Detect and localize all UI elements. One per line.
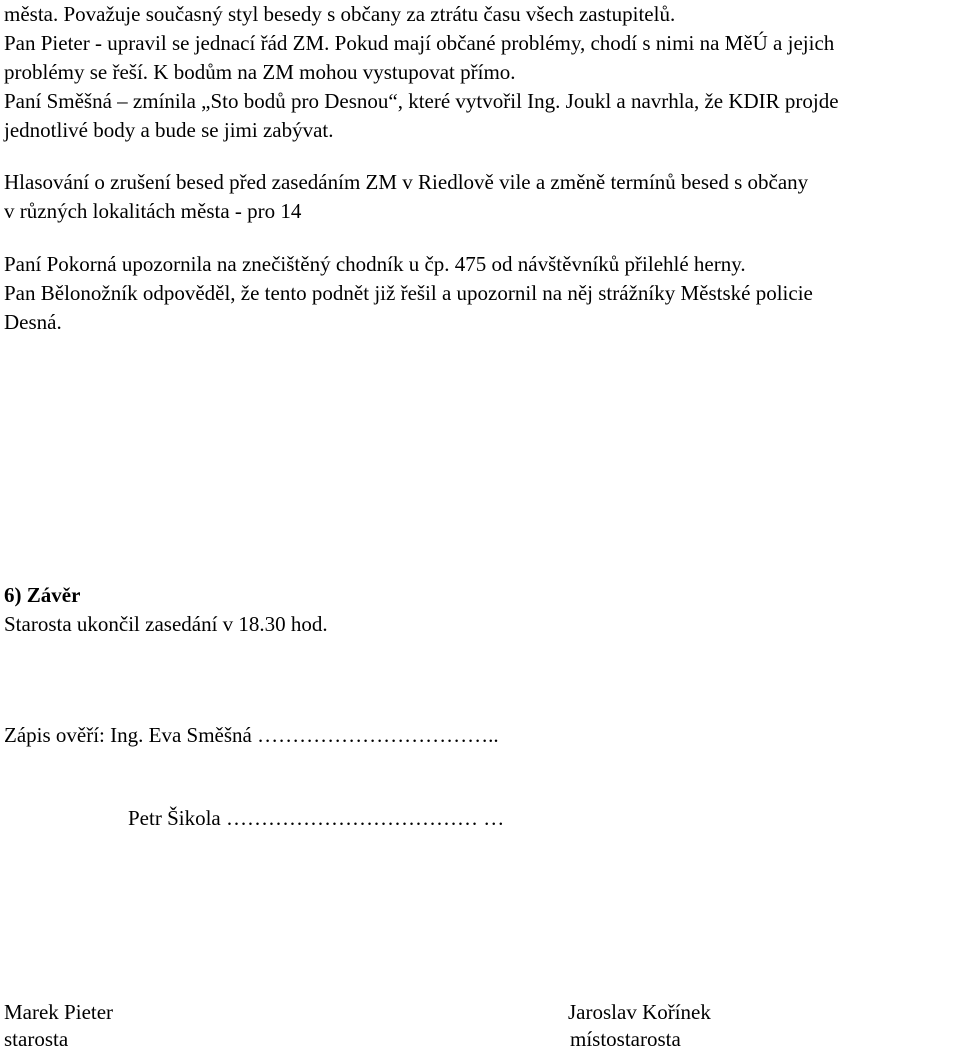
- signature-name-left: Marek Pieter: [4, 1000, 114, 1024]
- text-line: problémy se řeší. K bodům na ZM mohou vystupovat přímo.: [4, 60, 516, 84]
- text-line: Pan Bělonožník odpověděl, že tento podnět již řešil a upozornil na něj strážníky Městské policie: [4, 281, 813, 305]
- signature-name-right: Jaroslav Kořínek: [568, 1000, 711, 1024]
- section-text: Starosta ukončil zasedání v 18.30 hod.: [4, 612, 328, 636]
- section-heading: 6) Závěr: [4, 583, 81, 607]
- verifier-line: Petr Šikola ……………………………… …: [128, 806, 505, 830]
- signature-role-left: starosta: [4, 1027, 69, 1051]
- text-line: jednotlivé body a bude se jimi zabývat.: [4, 118, 334, 142]
- text-line: města. Považuje současný styl besedy s občany za ztrátu času všech zastupitelů.: [4, 2, 676, 26]
- text-line: v různých lokalitách města - pro 14: [4, 199, 302, 223]
- text-line: Paní Směšná – zmínila „Sto bodů pro Desnou“, které vytvořil Ing. Joukl a navrhla, že KDIR projde: [4, 89, 839, 113]
- text-line: Pan Pieter - upravil se jednací řád ZM. Pokud mají občané problémy, chodí s nimi na MěÚ a jejich: [4, 31, 835, 55]
- text-line: Paní Pokorná upozornila na znečištěný chodník u čp. 475 od návštěvníků přilehlé herny.: [4, 252, 746, 276]
- text-line: Hlasování o zrušení besed před zasedáním ZM v Riedlově vile a změně termínů besed s občany: [4, 170, 809, 194]
- verifier-line: Zápis ověří: Ing. Eva Směšná ……………………………..: [4, 723, 499, 747]
- signature-role-right: místostarosta: [570, 1027, 681, 1051]
- text-line: Desná.: [4, 310, 62, 334]
